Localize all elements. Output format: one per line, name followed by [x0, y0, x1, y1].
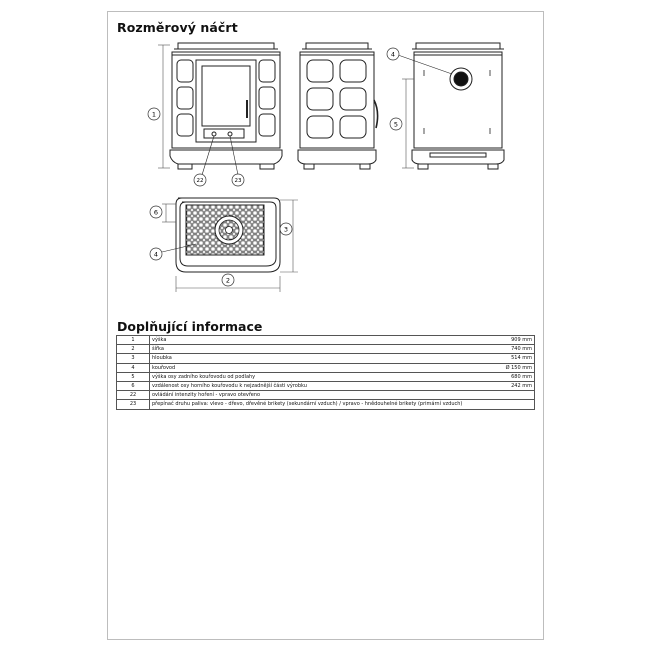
callout-air-control — [194, 174, 206, 186]
row-description: přepínač druhu paliva: vlevo - dřevo, dřevěné brikety (sekundární vzduch) / vpravo - hnědouhelné brikety (primární vzduch) — [150, 400, 535, 409]
callout-width — [222, 274, 234, 286]
spec-table — [116, 335, 535, 410]
callout-fuel-selector — [232, 174, 244, 186]
callout-depth — [280, 223, 292, 235]
row-description: výška osy zadního kouřovodu od podlahy — [150, 372, 471, 381]
callout-top-flue — [150, 248, 162, 260]
row-value: 909 mm — [470, 336, 535, 345]
row-description: šířka — [150, 345, 471, 354]
table-row — [117, 354, 535, 363]
row-number: 22 — [117, 391, 150, 400]
row-description: hloubka — [150, 354, 471, 363]
side-view — [298, 43, 378, 169]
callout-flue-top — [387, 48, 399, 60]
callout-top-flue-label: 4 — [153, 250, 159, 259]
table-row — [117, 372, 535, 381]
table-row — [117, 391, 535, 400]
row-number: 23 — [117, 400, 150, 409]
table-row — [117, 336, 535, 345]
callout-flue-to-back-label: 6 — [153, 208, 159, 217]
table-row — [117, 345, 535, 354]
row-number: 5 — [117, 372, 150, 381]
table-row — [117, 381, 535, 390]
callout-flue-to-back — [150, 206, 162, 218]
callout-height-label: 1 — [151, 110, 157, 119]
row-value: 514 mm — [470, 354, 535, 363]
callout-flue-top-label: 4 — [390, 50, 396, 59]
row-description: kouřovod — [150, 363, 471, 372]
row-number: 2 — [117, 345, 150, 354]
row-value: 740 mm — [470, 345, 535, 354]
row-description: ovládání intenzity hoření - vpravo otevřeno — [150, 391, 535, 400]
front-view — [158, 43, 282, 175]
callout-width-label: 2 — [225, 276, 231, 285]
callout-flue-axis-height — [390, 118, 402, 130]
table-row — [117, 400, 535, 409]
section-title-dimension-sketch: Rozměrový náčrt — [117, 20, 238, 35]
row-description: výška — [150, 336, 471, 345]
row-number: 6 — [117, 381, 150, 390]
row-description: vzdálenost osy horního kouřovodu k nejzadnější části výrobku — [150, 381, 471, 390]
callout-depth-label: 3 — [283, 225, 289, 234]
row-number: 4 — [117, 363, 150, 372]
row-number: 3 — [117, 354, 150, 363]
row-value: 680 mm — [470, 372, 535, 381]
callout-height — [148, 108, 160, 120]
callout-fuel-selector-label: 23 — [234, 178, 242, 185]
row-value: Ø 150 mm — [470, 363, 535, 372]
back-view — [398, 43, 504, 169]
section-title-additional-info: Doplňující informace — [117, 319, 263, 334]
row-value: 242 mm — [470, 381, 535, 390]
callout-air-control-label: 22 — [196, 178, 204, 185]
callout-flue-axis-height-label: 5 — [393, 120, 399, 129]
row-number: 1 — [117, 336, 150, 345]
table-row — [117, 363, 535, 372]
